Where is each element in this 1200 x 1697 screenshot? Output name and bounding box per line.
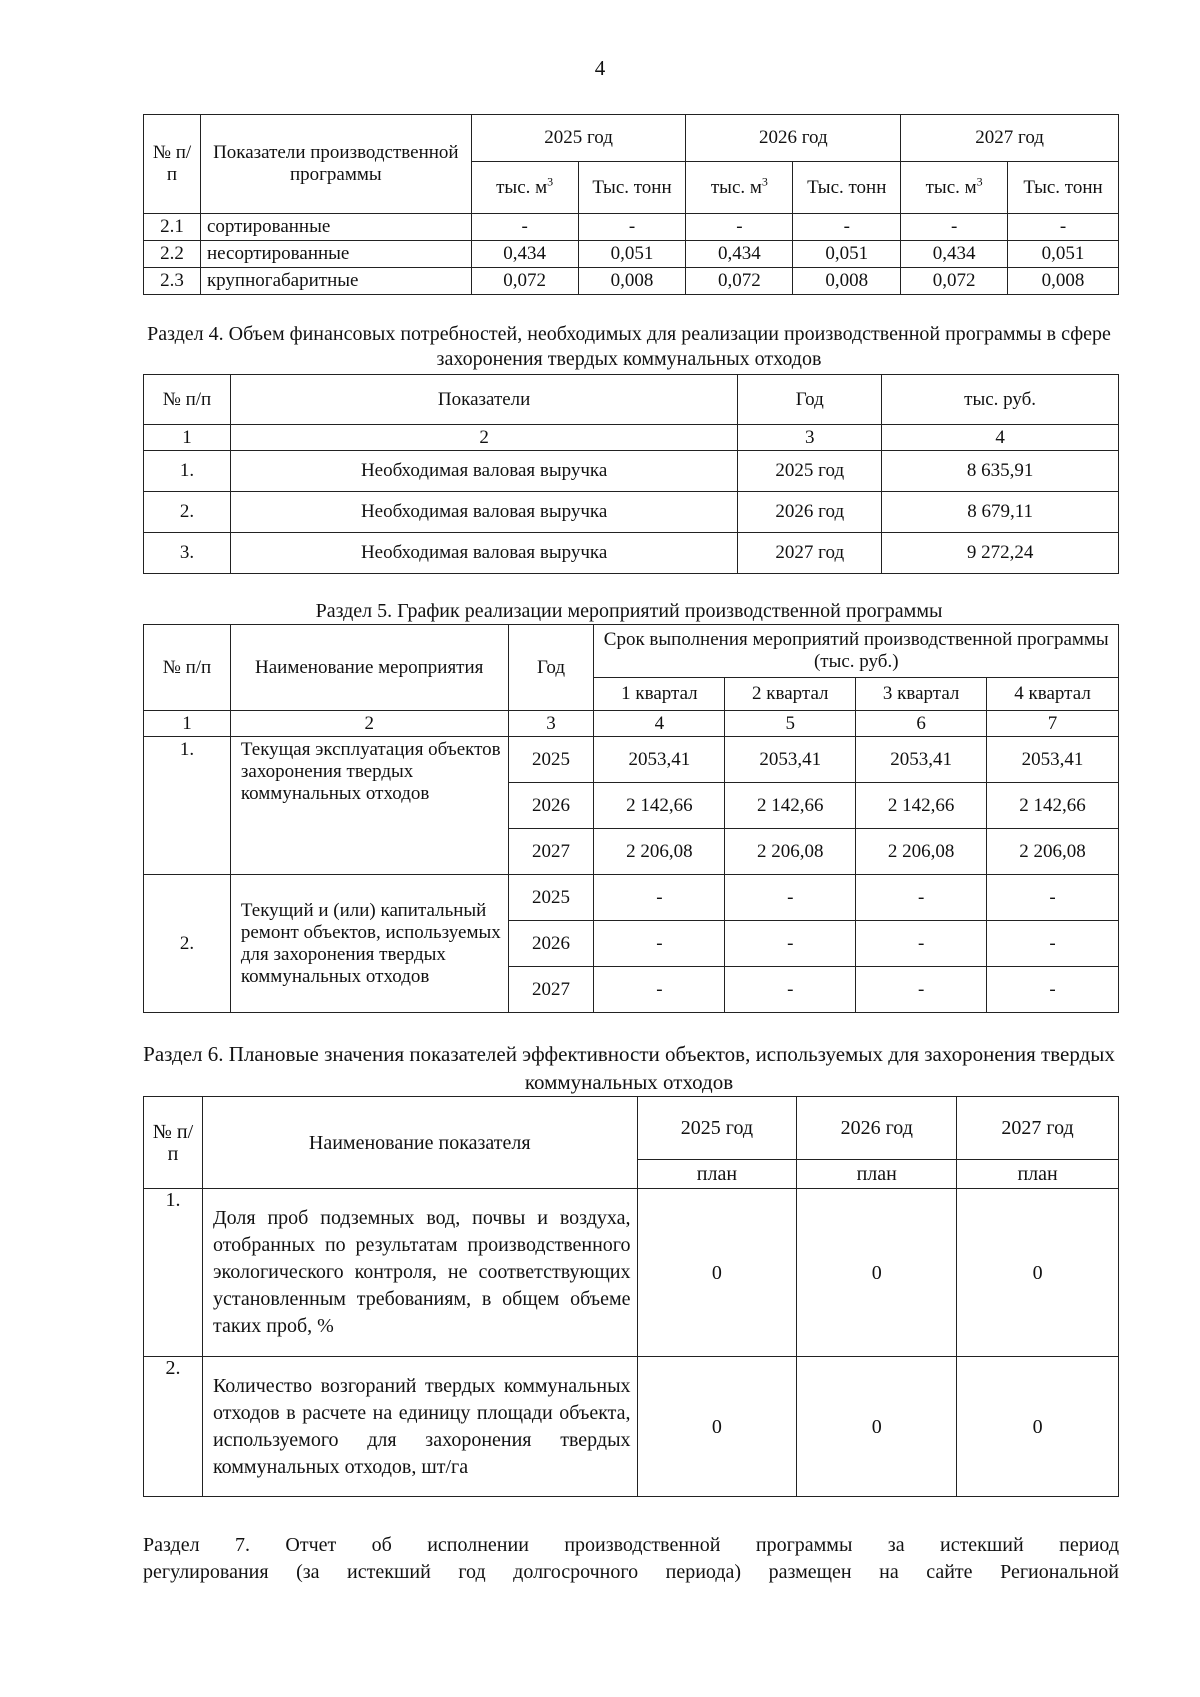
- row-num: 3.: [144, 533, 231, 574]
- cell: 0,008: [793, 268, 901, 295]
- cell: -: [987, 921, 1119, 967]
- header-year: 2025 год: [471, 115, 686, 162]
- table-row: [144, 737, 1119, 783]
- section7-text: [143, 1532, 1119, 1586]
- cell: 0,008: [1008, 268, 1119, 295]
- header-year: Год: [508, 625, 594, 711]
- unit-m3: тыс. $м^3$: [686, 162, 793, 214]
- col-number: 4: [882, 425, 1119, 451]
- cell: 0,072: [686, 268, 793, 295]
- row-year: 2025: [508, 737, 594, 783]
- row-year: 2026 год: [738, 492, 882, 533]
- row-name: Текущая эксплуатация объектов захоронения твердых коммунальных отходов: [230, 737, 508, 875]
- col-number: 2: [230, 711, 508, 737]
- row-name: крупногабаритные: [200, 268, 471, 295]
- section4-title: Раздел 4. Объем финансовых потребностей, необходимых для реализации производственной программы в сфере захоронения твердых коммунальных отходов: [147, 323, 1111, 370]
- section7-line: Раздел 7. Отчет об исполнении производственной программы за истекший период: [143, 1534, 1119, 1556]
- cell: 0,434: [901, 241, 1008, 268]
- cell: 2053,41: [856, 737, 987, 783]
- cell: 2053,41: [987, 737, 1119, 783]
- table-row: [144, 875, 1119, 921]
- header-year: 2026 год: [686, 115, 901, 162]
- cell: 0,008: [578, 268, 686, 295]
- header-term: Срок выполнения мероприятий производственной программы (тыс. руб.): [594, 625, 1119, 678]
- header-indicators: Показатели производственной программы: [200, 115, 471, 214]
- row-name: Необходимая валовая выручка: [230, 492, 737, 533]
- cell: -: [856, 921, 987, 967]
- header-indicators: Показатели: [230, 375, 737, 425]
- cell: -: [725, 875, 856, 921]
- row-name: сортированные: [200, 214, 471, 241]
- row-year: 2027: [508, 829, 594, 875]
- header-num: № п/п: [144, 375, 231, 425]
- row-num: 1.: [144, 451, 231, 492]
- row-year: 2026: [508, 921, 594, 967]
- header-year: 2027 год: [901, 115, 1119, 162]
- production-volume-table: [143, 114, 1119, 295]
- row-num: 1.: [144, 1189, 203, 1357]
- unit-tons: Тыс. тонн: [1008, 162, 1119, 214]
- header-plan: план: [637, 1160, 797, 1189]
- cell: -: [1008, 214, 1119, 241]
- row-num: 2.: [144, 1357, 203, 1497]
- header-num: № п/п: [144, 115, 201, 214]
- cell: 2 206,08: [987, 829, 1119, 875]
- cell: 0,051: [1008, 241, 1119, 268]
- cell: -: [725, 967, 856, 1013]
- row-year: 2025 год: [738, 451, 882, 492]
- cell: 2 142,66: [987, 783, 1119, 829]
- row-num: 2.2: [144, 241, 201, 268]
- cell: -: [856, 967, 987, 1013]
- unit-m3: тыс. $м^3$: [901, 162, 1008, 214]
- cell: 0: [637, 1189, 797, 1357]
- header-name: Наименование мероприятия: [230, 625, 508, 711]
- header-quarter: 3 квартал: [856, 678, 987, 711]
- col-number: 7: [987, 711, 1119, 737]
- header-amount: тыс. руб.: [882, 375, 1119, 425]
- row-name: Необходимая валовая выручка: [230, 451, 737, 492]
- cell: 2 142,66: [594, 783, 725, 829]
- cell: 0,434: [471, 241, 578, 268]
- header-quarter: 1 квартал: [594, 678, 725, 711]
- col-number: 3: [508, 711, 594, 737]
- header-plan: план: [797, 1160, 957, 1189]
- col-number: 1: [144, 711, 231, 737]
- row-num: 2.3: [144, 268, 201, 295]
- cell: 2053,41: [594, 737, 725, 783]
- cell: 0: [957, 1189, 1119, 1357]
- table-row: [144, 241, 1119, 268]
- cell: 0: [637, 1357, 797, 1497]
- table-row: [144, 268, 1119, 295]
- col-number: 6: [856, 711, 987, 737]
- cell: -: [725, 921, 856, 967]
- unit-tons: Тыс. тонн: [578, 162, 686, 214]
- cell: 0,051: [578, 241, 686, 268]
- col-number: 4: [594, 711, 725, 737]
- cell: 2 206,08: [594, 829, 725, 875]
- cell: -: [987, 875, 1119, 921]
- cell: 2 142,66: [856, 783, 987, 829]
- page-number: 4: [594, 56, 606, 80]
- cell: -: [686, 214, 793, 241]
- cell: -: [594, 967, 725, 1013]
- row-name: Текущий и (или) капитальный ремонт объектов, используемых для захоронения твердых коммунальных отходов: [230, 875, 508, 1013]
- header-year: Год: [738, 375, 882, 425]
- cell: 0,072: [901, 268, 1008, 295]
- cell: 0,434: [686, 241, 793, 268]
- cell: -: [856, 875, 987, 921]
- col-number: 5: [725, 711, 856, 737]
- row-name: несортированные: [200, 241, 471, 268]
- row-num: 2.: [144, 492, 231, 533]
- section4-table: [143, 374, 1119, 574]
- header-quarter: 4 квартал: [987, 678, 1119, 711]
- cell: -: [471, 214, 578, 241]
- section5-title: Раздел 5. График реализации мероприятий производственной программы: [315, 600, 943, 622]
- row-name: Количество возгораний твердых коммунальных отходов в расчете на единицу площади объекта, используемого для захоронения твердых коммунальных отходов, шт/га: [202, 1357, 637, 1497]
- section7-line: регулирования (за истекший год долгосрочного периода) размещен на сайте Региональной: [143, 1561, 1119, 1583]
- col-number: 2: [230, 425, 737, 451]
- header-quarter: 2 квартал: [725, 678, 856, 711]
- col-number: 3: [738, 425, 882, 451]
- header-year: 2025 год: [637, 1097, 797, 1160]
- header-plan: план: [957, 1160, 1119, 1189]
- unit-tons: Тыс. тонн: [793, 162, 901, 214]
- table-row: [144, 492, 1119, 533]
- row-year: 2027: [508, 967, 594, 1013]
- cell: 0,072: [471, 268, 578, 295]
- section6-title: Раздел 6. Плановые значения показателей эффективности объектов, используемых для захоронения твердых коммунальных отходов: [143, 1042, 1115, 1094]
- row-value: 8 679,11: [882, 492, 1119, 533]
- row-num: 1.: [144, 737, 231, 875]
- cell: -: [594, 921, 725, 967]
- cell: 0,051: [793, 241, 901, 268]
- row-value: 8 635,91: [882, 451, 1119, 492]
- row-name: Доля проб подземных вод, почвы и воздуха, отобранных по результатам производственного экологического контроля, не соответствующих установленным требованиям, в общем объеме таких проб, %: [202, 1189, 637, 1357]
- section6-table: [143, 1096, 1119, 1497]
- section5-table: [143, 624, 1119, 1013]
- cell: -: [578, 214, 686, 241]
- header-num: № п/п: [144, 1097, 203, 1189]
- table-row: [144, 1357, 1119, 1497]
- cell: 0: [957, 1357, 1119, 1497]
- table-row: [144, 1189, 1119, 1357]
- row-value: 9 272,24: [882, 533, 1119, 574]
- cell: 2053,41: [725, 737, 856, 783]
- cell: -: [987, 967, 1119, 1013]
- cell: 0: [797, 1189, 957, 1357]
- cell: 0: [797, 1357, 957, 1497]
- cell: -: [594, 875, 725, 921]
- header-name: Наименование показателя: [202, 1097, 637, 1189]
- row-year: 2025: [508, 875, 594, 921]
- table-row: [144, 533, 1119, 574]
- row-name: Необходимая валовая выручка: [230, 533, 737, 574]
- header-year: 2026 год: [797, 1097, 957, 1160]
- col-number: 1: [144, 425, 231, 451]
- unit-m3: тыс. $м^3$: [471, 162, 578, 214]
- cell: -: [793, 214, 901, 241]
- header-num: № п/п: [144, 625, 231, 711]
- row-num: 2.1: [144, 214, 201, 241]
- row-num: 2.: [144, 875, 231, 1013]
- header-year: 2027 год: [957, 1097, 1119, 1160]
- cell: -: [901, 214, 1008, 241]
- table-row: [144, 214, 1119, 241]
- cell: 2 206,08: [856, 829, 987, 875]
- cell: 2 206,08: [725, 829, 856, 875]
- row-year: 2026: [508, 783, 594, 829]
- cell: 2 142,66: [725, 783, 856, 829]
- table-row: [144, 451, 1119, 492]
- row-year: 2027 год: [738, 533, 882, 574]
